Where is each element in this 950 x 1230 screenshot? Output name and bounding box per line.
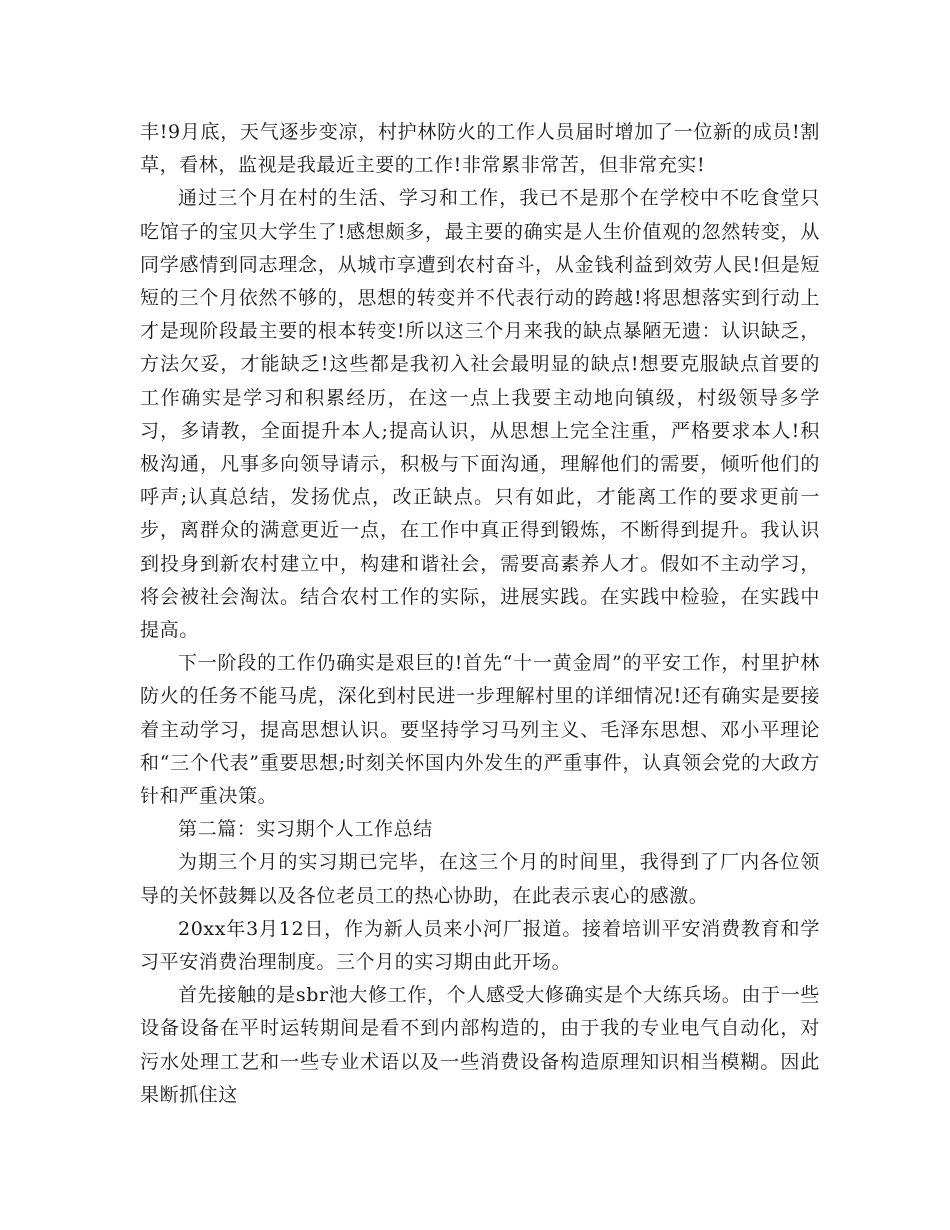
paragraph-intro: 为期三个月的实习期已完毕，在这三个月的时间里，我得到了厂内各位领导的关怀鼓舞以及各位老员工的热心协助，在此表示衷心的感激。 — [140, 851, 820, 907]
section-heading: 第二篇：实习期个人工作总结 — [178, 818, 433, 841]
paragraph-next-stage: 下一阶段的工作仍确实是艰巨的!首先“十一黄金周”的平安工作，村里护林防火的任务不能马虎，深化到村民进一步理解村里的详细情况!还有确实是要接着主动学习，提高思想认识。要坚持学习马列主义、毛泽东思想、邓小平理论和“三个代表”重要思想;时刻关怀国内外发生的严重事件，认真领会党的大政方针和严重决策。 — [140, 652, 820, 808]
document-body — [140, 116, 820, 1112]
paragraph-first-task: 首先接触的是sbr池大修工作，个人感受大修确实是个大练兵场。由于一些设备设备在平时运转期间是看不到内部构造的，由于我的专业电气自动化，对污水处理工艺和一些专业术语以及一些消费设备构造原理知识相当模糊。因此果断抓住这 — [140, 984, 820, 1106]
paragraph-report-date: 20xx年3月12日，作为新人员来小河厂报道。接着培训平安消费教育和学习平安消费治理制度。三个月的实习期由此开场。 — [140, 917, 820, 974]
paragraph-continuation: 丰!9月底，天气逐步变凉，村护林防火的工作人员届时增加了一位新的成员!割草，看林，监视是我最近主要的工作!非常累非常苦，但非常充实! — [140, 121, 820, 177]
paragraph-reflection: 通过三个月在村的生活、学习和工作，我已不是那个在学校中不吃食堂只吃馆子的宝贝大学生了!感想颇多，最主要的确实是人生价值观的忽然转变，从同学感情到同志理念，从城市享遭到农村奋斗，从金钱利益到效劳人民!但是短短的三个月依然不够的，思想的转变并不代表行动的跨越!将思想落实到行动上才是现阶段最主要的根本转变!所以这三个月来我的缺点暴陋无遗：认识缺乏，方法欠妥，才能缺乏!这些都是我初入社会最明显的缺点!想要克服缺点首要的工作确实是学习和积累经历，在这一点上我要主动地向镇级，村级领导多学习，多请教，全面提升本人;提高认识，从思想上完全注重，严格要求本人!积极沟通，凡事多向领导请示，积极与下面沟通，理解他们的需要，倾听他们的呼声;认真总结，发扬优点，改正缺点。只有如此，才能离工作的要求更前一步，离群众的满意更近一点，在工作中真正得到锻炼，不断得到提升。我认识到投身到新农村建立中，构建和谐社会，需要高素养人才。假如不主动学习，将会被社会淘汰。结合农村工作的实际，进展实践。在实践中检验，在实践中提高。 — [140, 187, 820, 642]
